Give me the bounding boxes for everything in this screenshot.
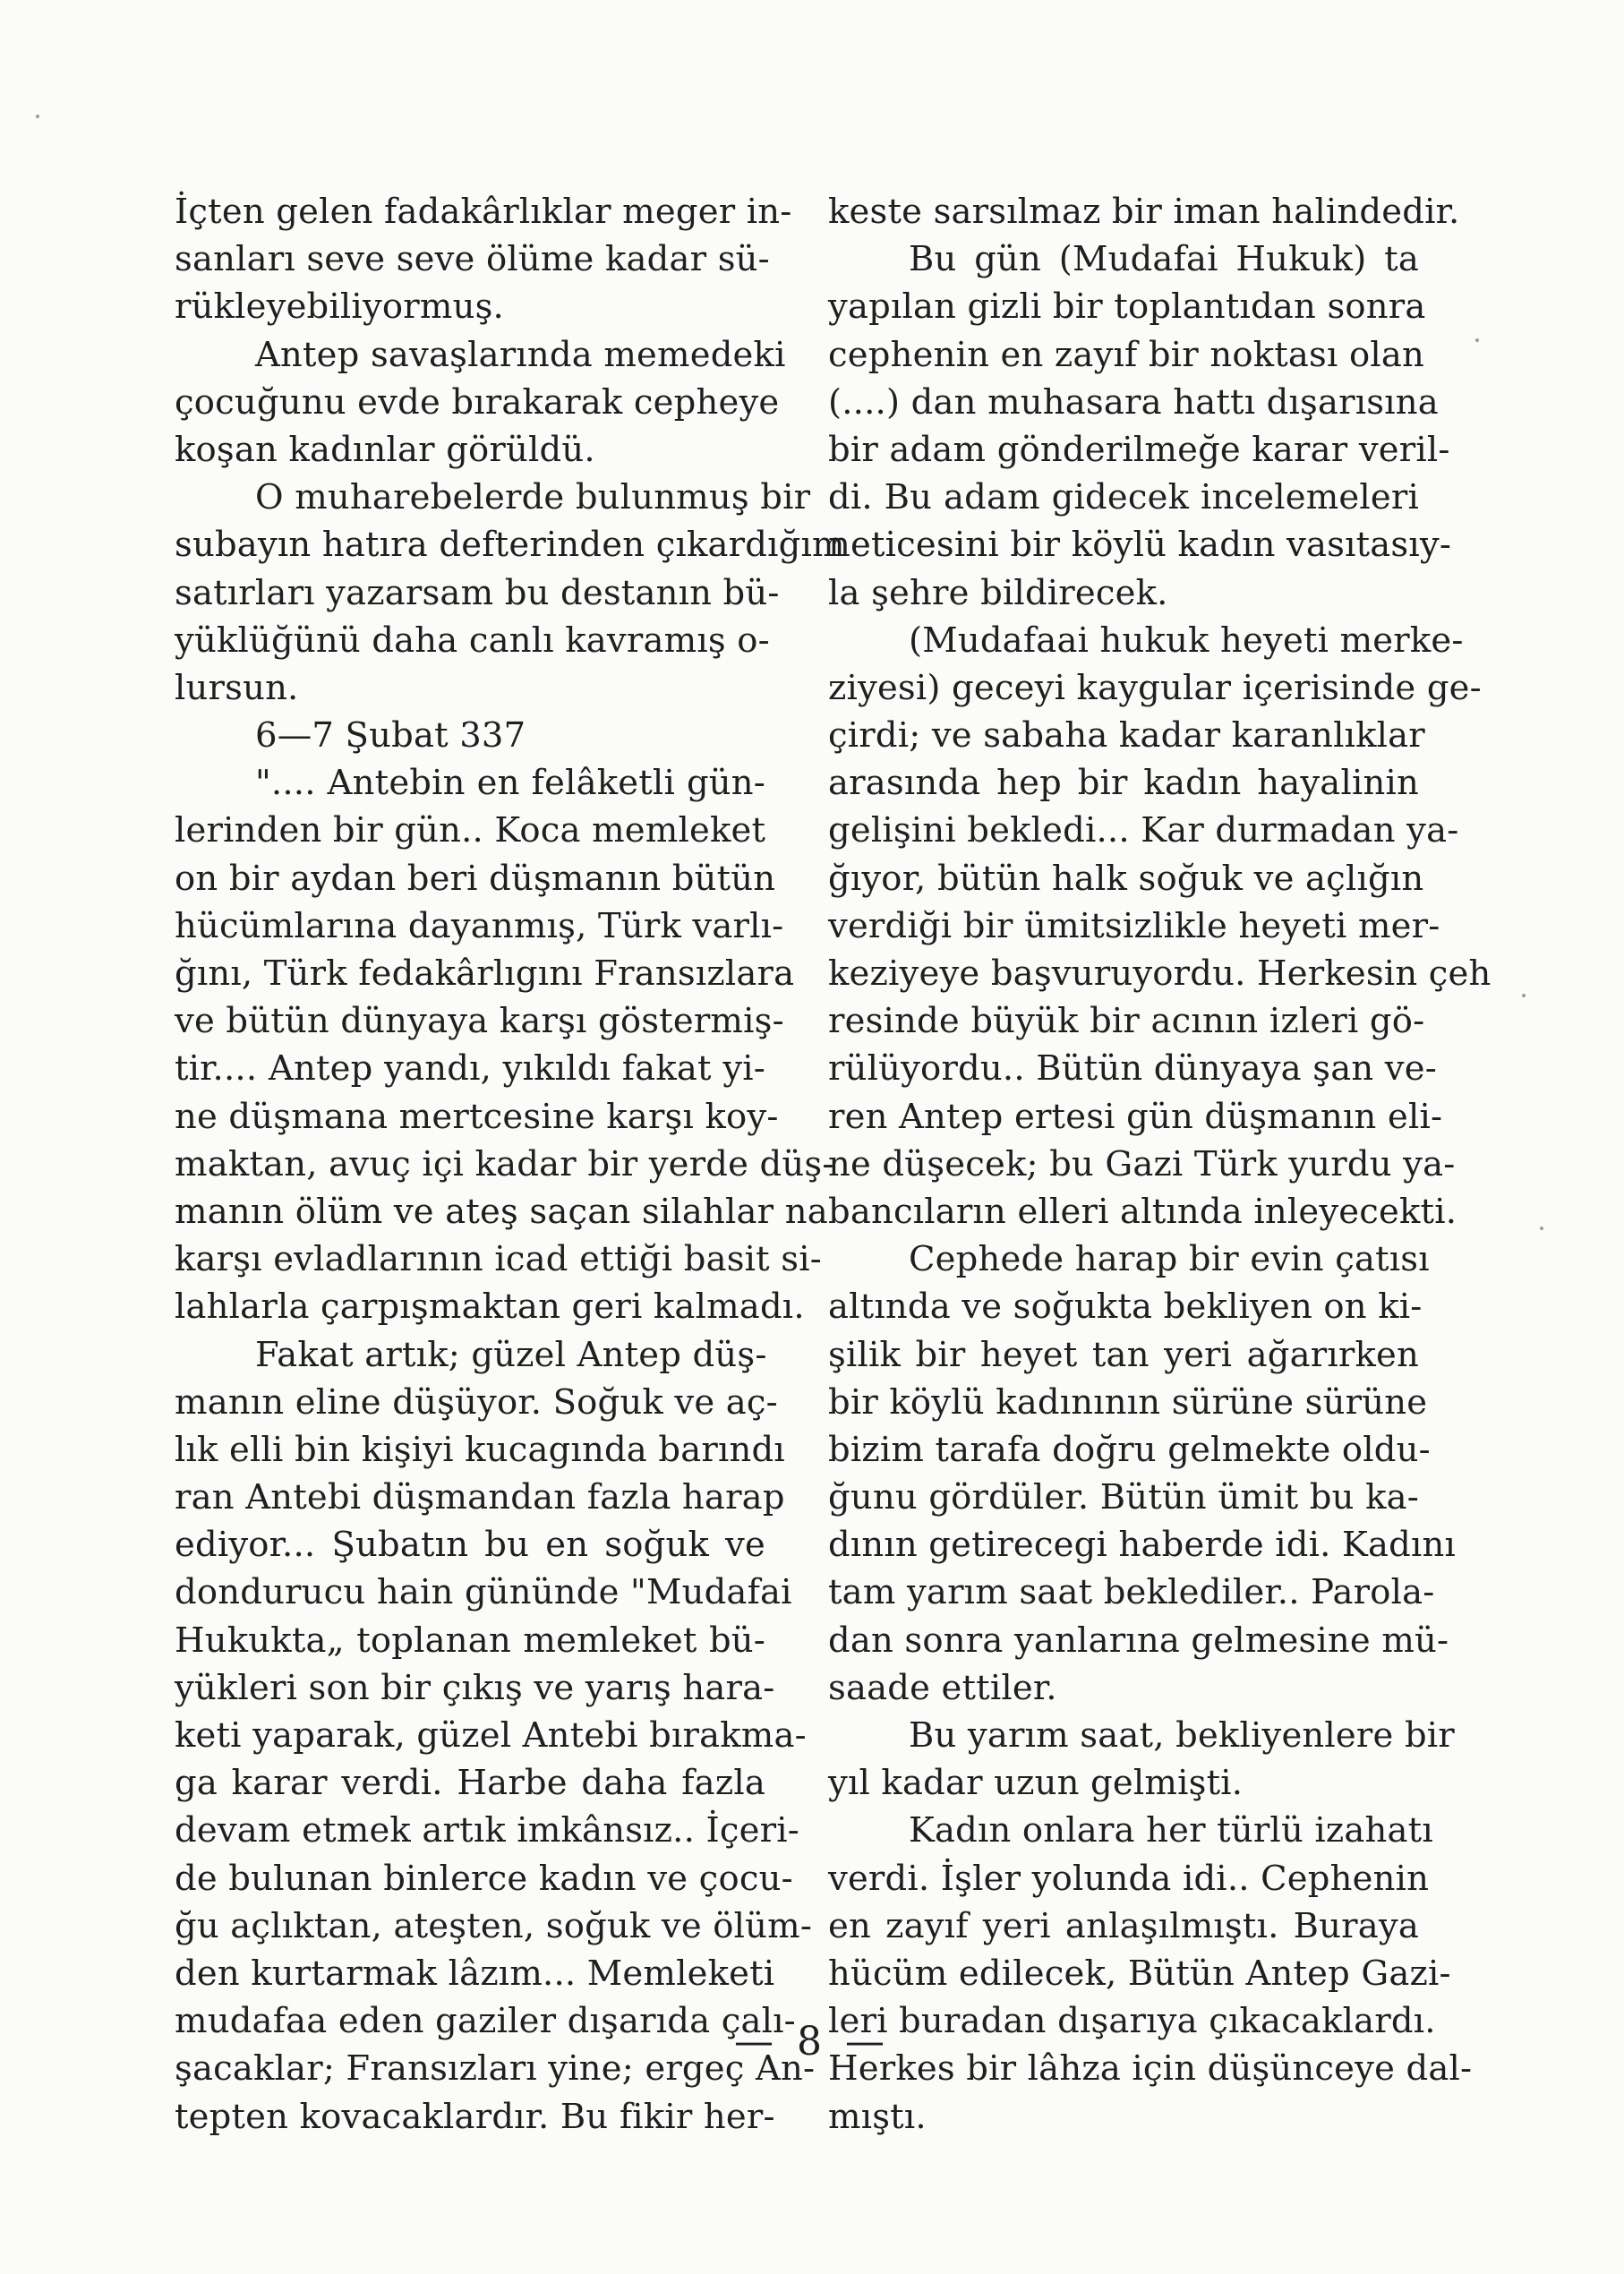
- text-line: leri buradan dışarıya çıkacaklardı.: [828, 2001, 1436, 2042]
- text-line: keste sarsılmaz bir iman halindedir.: [828, 192, 1460, 232]
- text-line: verdi. İşler yolunda idi.. Cephenin: [828, 1858, 1430, 1899]
- paper-speck: [36, 115, 39, 118]
- text-line: ga karar verdi. Harbe daha fazla: [175, 1763, 765, 1804]
- text-line: di. Bu adam gidecek incelemeleri: [828, 477, 1419, 518]
- text-line: hücüm edilecek, Bütün Antep Gazi-: [828, 1953, 1451, 1994]
- text-line: altında ve soğukta bekliyen on ki-: [828, 1287, 1423, 1328]
- text-line: Antep savaşlarında memedeki: [255, 334, 786, 375]
- text-line: en zayıf yeri anlaşılmıştı. Buraya: [828, 1905, 1419, 1946]
- text-line: ğıyor, bütün halk soğuk ve açlığın: [828, 858, 1424, 899]
- text-line: bancıların elleri altında inleyecekti.: [828, 1191, 1457, 1232]
- text-line: ren Antep ertesi gün düşmanın eli-: [828, 1096, 1443, 1137]
- text-line: mudafaa eden gaziler dışarıda çalı-: [175, 2001, 796, 2042]
- text-line: hücümlarına dayanmış, Türk varlı-: [175, 905, 784, 946]
- text-line: Herkes bir lâhza için düşünceye dal-: [828, 2048, 1473, 2090]
- text-line: sanları seve seve ölüme kadar sü-: [175, 239, 770, 280]
- text-line: ziyesi) geceyi kaygular içerisinde ge-: [828, 667, 1482, 708]
- text-line: manın eline düşüyor. Soğuk ve aç-: [175, 1381, 778, 1423]
- text-line: Bu yarım saat, bekliyenlere bir: [909, 1715, 1455, 1756]
- text-line: ne düşecek; bu Gazi Türk yurdu ya-: [828, 1143, 1456, 1184]
- text-line: ran Antebi düşmandan fazla harap: [175, 1477, 785, 1518]
- text-line: la şehre bildirecek.: [828, 572, 1168, 613]
- text-line: den kurtarmak lâzım... Memleketi: [175, 1953, 775, 1994]
- text-line: Fakat artık; güzel Antep düş-: [255, 1334, 767, 1375]
- text-line: devam etmek artık imkânsız.. İçeri-: [175, 1810, 799, 1851]
- text-line: keti yaparak, güzel Antebi bırakma-: [175, 1715, 807, 1756]
- text-line: İçten gelen fadakârlıklar meger in-: [175, 192, 792, 232]
- text-line: şilik bir heyet tan yeri ağarırken: [828, 1334, 1419, 1375]
- text-line: ve bütün dünyaya karşı göstermiş-: [175, 1001, 784, 1042]
- paper-speck: [1522, 994, 1526, 997]
- text-line: keziyeye başvuruyordu. Herkesin çeh: [828, 953, 1492, 994]
- right-text-column: [828, 188, 1492, 2141]
- text-line: rülüyordu.. Bütün dünyaya şan ve-: [828, 1048, 1437, 1090]
- text-line: verdiği bir ümitsizlikle heyeti mer-: [828, 905, 1440, 946]
- text-line: tepten kovacaklardır. Bu fikir her-: [175, 2096, 775, 2137]
- text-line: ne düşmana mertcesine karşı koy-: [175, 1096, 779, 1137]
- text-line: subayın hatıra defterinden çıkardığım: [175, 525, 845, 566]
- paper-speck: [1540, 1227, 1543, 1230]
- text-line: Bu gün (Mudafai Hukuk) ta: [909, 239, 1419, 280]
- text-line: bir adam gönderilmeğe karar veril-: [828, 429, 1450, 470]
- text-line: cephenin en zayıf bir noktası olan: [828, 334, 1424, 375]
- text-line: yapılan gizli bir toplantıdan sonra: [828, 286, 1426, 328]
- text-line: tam yarım saat beklediler.. Parola-: [828, 1572, 1435, 1613]
- text-line: Kadın onlara her türlü izahatı: [909, 1810, 1433, 1851]
- text-line: maktan, avuç içi kadar bir yerde düş-: [175, 1143, 834, 1184]
- text-line: dının getirecegi haberde idi. Kadını: [828, 1525, 1457, 1566]
- text-line: yıl kadar uzun gelmişti.: [828, 1763, 1244, 1804]
- text-line: lık elli bin kişiyi kucagında barındı: [175, 1429, 785, 1470]
- paper-speck: [1475, 338, 1479, 342]
- text-line: rükleyebiliyormuş.: [175, 286, 504, 328]
- left-text-column: [175, 188, 845, 2141]
- text-line: yükleri son bir çıkış ve yarış hara-: [175, 1667, 775, 1708]
- text-line: koşan kadınlar görüldü.: [175, 429, 595, 470]
- text-line: tir.... Antep yandı, yıkıldı fakat yi-: [175, 1048, 765, 1090]
- text-line: on bir aydan beri düşmanın bütün: [175, 858, 776, 899]
- text-line: lursun.: [175, 667, 299, 708]
- text-line: Hukukta„ toplanan memleket bü-: [175, 1620, 765, 1661]
- text-line: satırları yazarsam bu destanın bü-: [175, 572, 780, 613]
- text-line: bir köylü kadınının sürüne sürüne: [828, 1381, 1428, 1423]
- text-line: Cephede harap bir evin çatısı: [909, 1239, 1430, 1280]
- text-line: 6—7 Şubat 337: [255, 715, 526, 757]
- text-line: (....) dan muhasara hattı dışarısına: [828, 381, 1439, 423]
- text-line: çirdi; ve sabaha kadar karanlıklar: [828, 715, 1425, 757]
- text-line: dan sonra yanlarına gelmesine mü-: [828, 1620, 1449, 1661]
- text-line: gelişini bekledi... Kar durmadan ya-: [828, 810, 1459, 851]
- text-line: lahlarla çarpışmaktan geri kalmadı.: [175, 1287, 805, 1328]
- text-line: manın ölüm ve ateş saçan silahlar na: [175, 1191, 828, 1232]
- text-line: yüklüğünü daha canlı kavramış o-: [175, 620, 770, 661]
- text-line: ğu açlıktan, ateşten, soğuk ve ölüm-: [175, 1905, 813, 1946]
- text-line: neticesini bir köylü kadın vasıtasıy-: [828, 525, 1452, 566]
- text-line: çocuğunu evde bırakarak cepheye: [175, 381, 780, 423]
- text-line: O muharebelerde bulunmuş bir: [255, 477, 811, 518]
- text-line: ".... Antebin en felâketli gün-: [255, 763, 765, 804]
- text-line: şacaklar; Fransızları yine; ergeç An-: [175, 2048, 816, 2090]
- text-line: lerinden bir gün.. Koca memleket: [175, 810, 766, 851]
- text-line: ediyor... Şubatın bu en soğuk ve: [175, 1525, 765, 1566]
- text-line: ğunu gördüler. Bütün ümit bu ka-: [828, 1477, 1419, 1518]
- page-number: — 8 —: [734, 2019, 890, 2065]
- text-line: saade ettiler.: [828, 1667, 1057, 1708]
- text-line: resinde büyük bir acının izleri gö-: [828, 1001, 1425, 1042]
- text-line: dondurucu hain gününde "Mudafai: [175, 1572, 792, 1613]
- text-line: (Mudafaai hukuk heyeti merke-: [909, 620, 1464, 661]
- text-line: bizim tarafa doğru gelmekte oldu-: [828, 1429, 1431, 1470]
- text-line: arasında hep bir kadın hayalinin: [828, 763, 1419, 804]
- text-line: de bulunan binlerce kadın ve çocu-: [175, 1858, 793, 1899]
- text-line: karşı evladlarının icad ettiği basit si-: [175, 1239, 822, 1280]
- text-line: ğını, Türk fedakârlıgını Fransızlara: [175, 953, 795, 994]
- text-line: mıştı.: [828, 2096, 927, 2137]
